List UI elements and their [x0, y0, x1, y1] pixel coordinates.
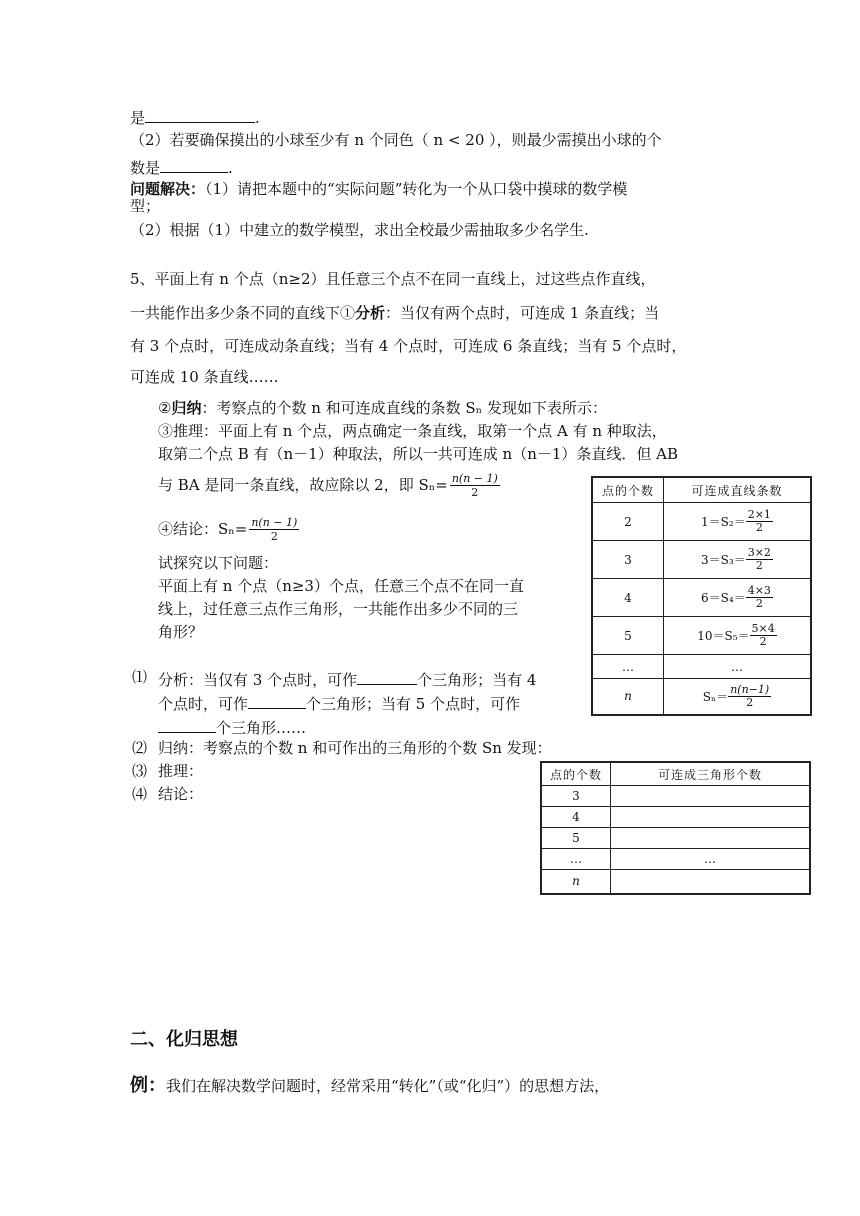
cell-n: 3: [592, 541, 664, 579]
s1-line1: [158, 670, 536, 688]
example-label: 例：: [130, 1075, 166, 1096]
text: 个三角形……: [216, 719, 307, 737]
s4-line: 结论：: [158, 785, 204, 803]
induce-label: 归纳: [171, 399, 202, 417]
table-row: [592, 617, 811, 655]
text: 数是: [130, 159, 161, 177]
answer-blank[interactable]: [357, 670, 417, 685]
cell-n: …: [592, 655, 664, 679]
table-row: [592, 541, 811, 579]
cell-value[interactable]: [611, 786, 811, 807]
solve-text: （1）请把本题中的“实际问题”转化为一个从口袋中摸球的数学模: [205, 180, 628, 198]
cell-n: 2: [592, 503, 664, 541]
cell-n: n: [592, 679, 664, 715]
p5-line4: 可连成 10 条直线……: [130, 368, 279, 386]
text: ④结论：Sₙ=: [158, 520, 248, 538]
cell-value: [664, 617, 812, 655]
text: 与 BA 是同一条直线，故应除以 2，即 Sₙ=: [158, 476, 448, 494]
table-row: [541, 807, 810, 828]
fraction-denominator: 2: [746, 695, 754, 709]
text: Sₙ＝: [702, 689, 729, 704]
cell-value[interactable]: [611, 828, 811, 849]
p5-conclusion: [158, 516, 299, 543]
cell-value: [664, 503, 812, 541]
fraction-denominator: 2: [270, 530, 278, 543]
answer-blank[interactable]: [145, 108, 255, 123]
fraction-denominator: 2: [755, 559, 763, 572]
text: 个三角形；当有 5 个点时，可作: [306, 695, 521, 713]
answer-blank[interactable]: [160, 158, 228, 173]
fraction-numerator: 5×4: [751, 622, 775, 635]
fraction-denominator: 2: [755, 521, 763, 534]
cell-n: …: [541, 849, 611, 870]
fraction: [728, 684, 771, 709]
s1-line2: [158, 694, 520, 712]
text: 3＝S₃＝: [701, 553, 746, 567]
fraction-numerator: 3×2: [747, 546, 771, 559]
table-header-row: [592, 477, 811, 503]
text: 1＝S₂＝: [701, 515, 746, 529]
fraction-numerator: 2×1: [747, 508, 771, 521]
table-row: [592, 679, 811, 715]
explore-line3: 角形？: [158, 623, 204, 641]
explore-title: 试探究以下问题：: [158, 554, 279, 572]
example-text: 我们在解决数学问题时，经常采用“转化”（或“化归”）的思想方法，: [166, 1077, 610, 1095]
text: 6＝S₄＝: [701, 591, 746, 605]
solve-line2: 型；: [130, 197, 161, 215]
text: 分析：当仅有 3 个点时，可作: [158, 671, 358, 689]
cell-value[interactable]: …: [611, 849, 811, 870]
fraction: [746, 585, 773, 610]
fraction-numerator: n(n − 1): [251, 516, 298, 529]
text: .: [228, 159, 233, 177]
p5-reason3: [158, 472, 500, 499]
answer-blank[interactable]: [158, 718, 216, 733]
s2-line: 归纳：考察点的个数 n 和可作出的三角形的个数 Sn 发现：: [158, 739, 552, 757]
cell-value: [664, 579, 812, 617]
text: ：当仅有两个点时，可连成 1 条直线；当: [385, 304, 660, 322]
cell-n: 4: [592, 579, 664, 617]
s1-number: ⑴: [132, 668, 148, 686]
section-heading: 二、化归思想: [130, 1029, 238, 1050]
p5-line2: [130, 306, 659, 321]
fraction: [746, 547, 773, 572]
table-row: [592, 503, 811, 541]
text: 是: [130, 109, 146, 127]
answer-blank[interactable]: [248, 694, 306, 709]
explore-line1: 平面上有 n 个点（n≥3）个点，任意三个点不在同一直: [158, 577, 524, 595]
text: ：考察点的个数 n 和可连成直线的条数 Sₙ 发现如下表所示：: [201, 399, 607, 417]
fraction: [746, 509, 773, 534]
cell-n: n: [541, 870, 611, 894]
explore-line2: 线上，过任意三点作三角形，一共能作出多少不同的三: [158, 600, 519, 618]
cell-value: [664, 679, 812, 715]
triangles-table: [540, 761, 811, 895]
q2-line: （2）若要确保摸出的小球至少有 n 个同色（ n < 20 ），则最少需摸出小球的个: [130, 131, 662, 149]
cell-value[interactable]: [611, 870, 811, 894]
text: 一共能作出多少条不同的直线下①: [130, 304, 356, 322]
fraction: [249, 516, 299, 543]
cell-value: …: [664, 655, 812, 679]
p5-reason1: ③推理：平面上有 n 个点，两点确定一条直线，取第一个点 A 有 n 种取法，: [158, 422, 667, 440]
cell-n: 3: [541, 786, 611, 807]
table-row: [541, 870, 810, 894]
fraction-denominator: 2: [471, 486, 479, 499]
solve-label: 问题解决：: [130, 180, 206, 198]
table-row: [541, 828, 810, 849]
p5-line3: 有 3 个点时，可连成动条直线；当有 4 个点时，可连成 6 条直线；当有 5 个点时，: [130, 337, 687, 355]
text: .: [255, 109, 260, 127]
fraction-denominator: 2: [755, 597, 763, 610]
lines-table: [591, 476, 812, 716]
cell-n: 5: [592, 617, 664, 655]
cell-n: 4: [541, 807, 611, 828]
solve-line: [130, 182, 627, 197]
table-row: [592, 579, 811, 617]
cell-n: 5: [541, 828, 611, 849]
table-header-row: [541, 762, 810, 786]
text: 个点时，可作: [158, 695, 249, 713]
s1-line3: [158, 718, 306, 736]
p5-induce: [158, 401, 607, 416]
fraction-denominator: 2: [759, 635, 767, 648]
cell-value[interactable]: [611, 807, 811, 828]
fraction-numerator: n(n−1): [730, 682, 770, 696]
text: 个三角形；当有 4: [417, 671, 537, 689]
q2-line2: [130, 158, 233, 176]
header-cell: 点的个数: [541, 762, 611, 786]
p5-reason2: 取第二个点 B 有（n－1）种取法，所以一共可连成 n（n－1）条直线．但 AB: [158, 445, 679, 463]
header-cell: 可连成直线条数: [664, 477, 812, 503]
top-line1: [130, 108, 260, 126]
fraction: [750, 623, 777, 648]
s3-line: 推理：: [158, 762, 204, 780]
text: ②: [158, 399, 172, 417]
header-cell: 可连成三角形个数: [611, 762, 811, 786]
s3-number: ⑶: [132, 762, 148, 780]
s2-number: ⑵: [132, 739, 148, 757]
analysis-label: 分析: [355, 304, 386, 322]
table-row: [592, 655, 811, 679]
fraction-numerator: n(n − 1): [451, 472, 498, 485]
table-row: [541, 786, 810, 807]
s4-number: ⑷: [132, 785, 148, 803]
example-line: [130, 1077, 609, 1095]
cell-value: [664, 541, 812, 579]
table-row: [541, 849, 810, 870]
text: 10＝S₅＝: [697, 629, 750, 643]
header-cell: 点的个数: [592, 477, 664, 503]
p5-line1: 5、平面上有 n 个点（n≥2）且任意三个点不在同一直线上，过这些点作直线，: [130, 270, 656, 288]
solve-q2: （2）根据（1）中建立的数学模型，求出全校最少需抽取多少名学生.: [130, 221, 589, 239]
fraction: [450, 472, 500, 499]
fraction-numerator: 4×3: [747, 584, 771, 597]
